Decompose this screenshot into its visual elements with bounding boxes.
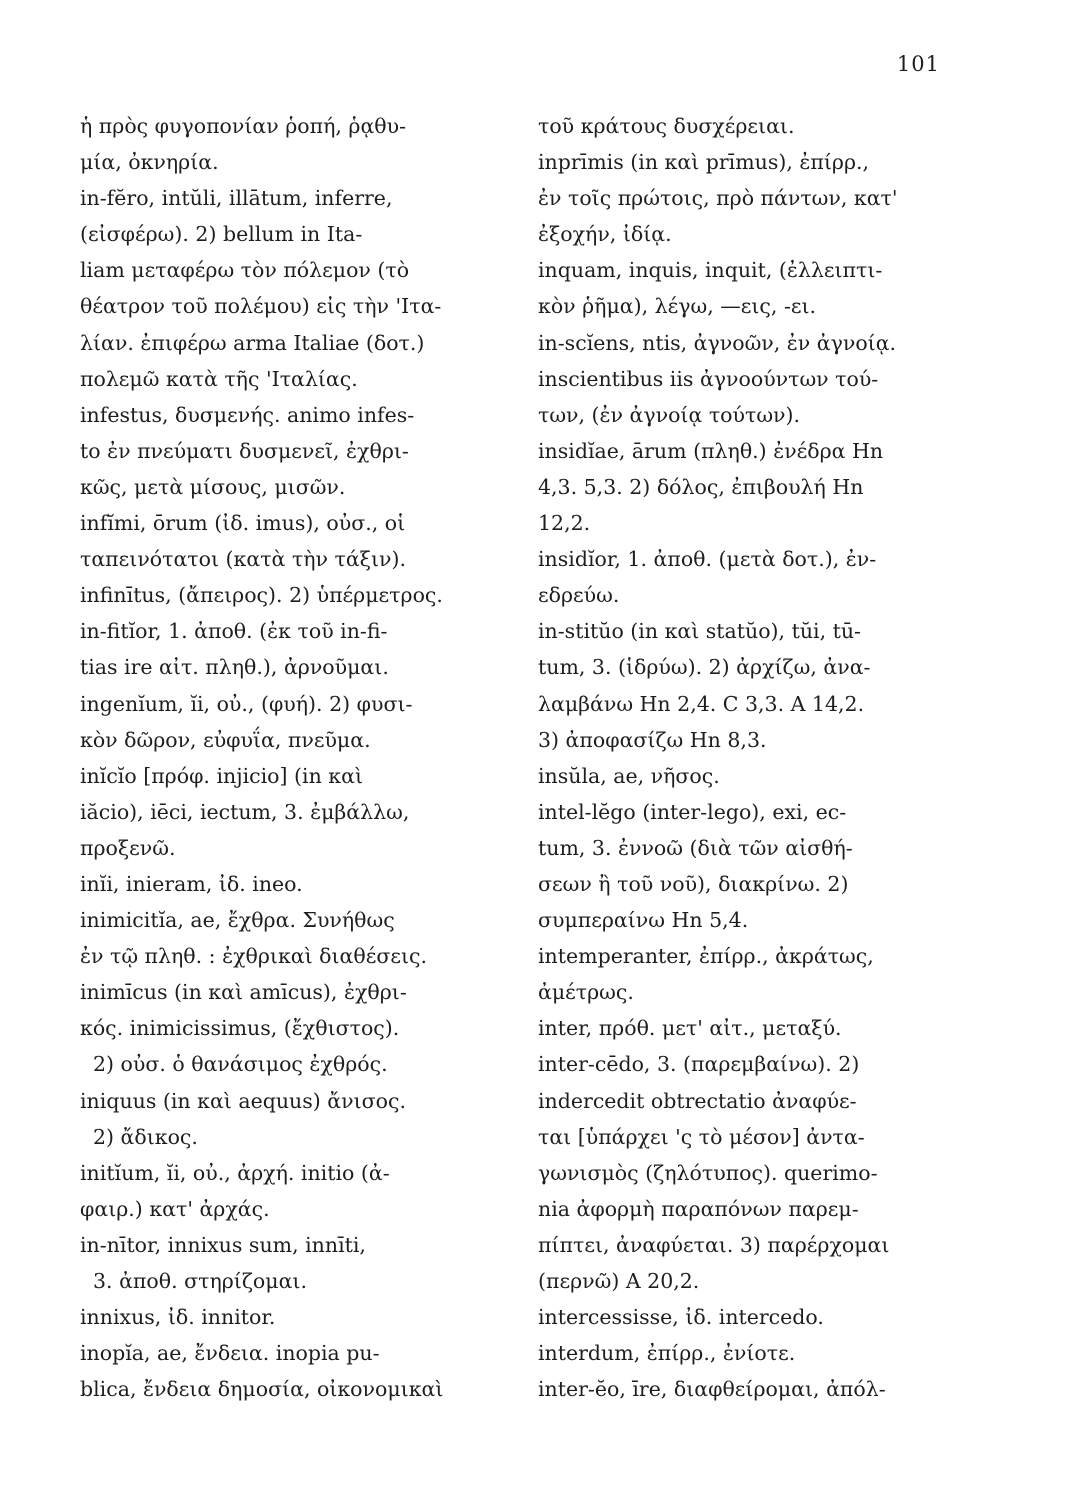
entry-line: σεων ἢ τοῦ νοῦ), διακρίνω. 2): [538, 871, 849, 896]
entry-line: inĭi, inieram, ἰδ. ineo.: [80, 871, 303, 896]
entry-line: κὸν ῥῆμα), λέγω, —εις, -ει.: [538, 294, 817, 319]
entry-line: των, (ἐν ἀγνοίᾳ τούτων).: [538, 402, 801, 427]
entry-line: προξενῶ.: [80, 835, 176, 860]
left-column: [80, 108, 515, 1407]
entry-line: inter, πρόθ. μετ' αἰτ., μεταξύ.: [538, 1016, 842, 1041]
entry-line: tias ire αἰτ. πληθ.), ἀρνοῦμαι.: [80, 655, 389, 680]
entry-line: ἡ πρὸς φυγοπονίαν ῥοπή, ῥᾳθυ-: [80, 114, 407, 138]
entry-line: 2) ἄδικος.: [93, 1124, 198, 1149]
entry-line: 2) οὐσ. ὁ θανάσιμος ἐχθρός.: [93, 1052, 388, 1077]
entry-line: inimīcus (in καὶ amīcus), ἐχθρι-: [80, 980, 407, 1005]
entry-line: ἐξοχήν, ἰδίᾳ.: [538, 222, 672, 247]
entry-line: κός. inimicissimus, (ἔχθιστος).: [80, 1016, 400, 1041]
entry-line: in-stitŭo (in καὶ statŭo), tŭi, tū-: [538, 619, 861, 644]
entry-line: intercessisse, ἰδ. intercedo.: [538, 1305, 824, 1330]
entry-line: in-scĭens, ntis, ἀγνοῶν, ἐν ἀγνοίᾳ.: [538, 330, 897, 355]
entry-line: in-fĕro, intŭli, illātum, inferre,: [80, 186, 393, 211]
entry-line: infĭmi, ōrum (ἰδ. imus), οὐσ., οἱ: [80, 511, 406, 536]
entry-line: inĭcĭo [πρόφ. injicio] (in καὶ: [80, 763, 363, 788]
entry-line: (περνῶ) A 20,2.: [538, 1269, 700, 1293]
entry-line: initĭum, ĭi, οὐ., ἀρχή. initio (ἀ-: [80, 1160, 390, 1185]
entry-line: κῶς, μετὰ μίσους, μισῶν.: [80, 474, 346, 499]
entry-line: θέατρον τοῦ πολέμου) εἰς τὴν 'Ιτα-: [80, 294, 442, 319]
entry-line: 3. ἀποθ. στηρίζομαι.: [93, 1269, 307, 1293]
entry-line: ἀμέτρως.: [538, 980, 634, 1005]
entry-line: innixus, ἰδ. innitor.: [80, 1305, 276, 1330]
entry-line: iniquus (in καὶ aequus) ἄνισος.: [80, 1088, 406, 1113]
entry-line: to ἐν πνεύματι δυσμενεῖ, ἐχθρι-: [80, 438, 409, 463]
entry-line: indercedit obtrectatio ἀναφύε-: [538, 1088, 857, 1113]
entry-line: ἐν τοῖς πρώτοις, πρὸ πάντων, κατ': [538, 186, 898, 211]
entry-line: πολεμῶ κατὰ τῆς 'Ιταλίας.: [80, 366, 358, 391]
entry-line: ἐν τῷ πληθ. : ἐχθρικαὶ διαθέσεις.: [80, 944, 427, 969]
entry-line: nia ἀφορμὴ παραπόνων παρεμ-: [538, 1196, 859, 1221]
entry-line: inter-cēdo, 3. (παρεμβαίνω). 2): [538, 1052, 860, 1077]
entry-line: ταπεινότατοι (κατὰ τὴν τάξιν).: [80, 547, 406, 572]
entry-line: interdum, ἐπίρρ., ἐνίοτε.: [538, 1341, 796, 1366]
entry-line: inquam, inquis, inquit, (ἐλλειπτι-: [538, 258, 883, 283]
entry-line: insidĭae, ārum (πληθ.) ἐνέδρα Hn: [538, 438, 884, 463]
entry-line: in-nītor, innixus sum, innīti,: [80, 1232, 366, 1257]
entry-line: tum, 3. (ἱδρύω). 2) ἀρχίζω, ἀνα-: [538, 655, 871, 680]
entry-line: πίπτει, ἀναφύεται. 3) παρέρχομαι: [538, 1232, 890, 1257]
entry-line: 12,2.: [538, 511, 591, 536]
entry-line: συμπεραίνω Hn 5,4.: [538, 908, 749, 933]
entry-line: infinītus, (ἄπειρος). 2) ὑπέρμετρος.: [80, 583, 443, 608]
entry-line: intel-lĕgo (inter-lego), exi, ec-: [538, 799, 847, 824]
entry-line: γωνισμὸς (ζηλότυπος). querimo-: [538, 1160, 878, 1185]
entry-line: infestus, δυσμενής. animo infes-: [80, 402, 415, 427]
entry-line: inimicitĭa, ae, ἔχθρα. Συνήθως: [80, 908, 395, 933]
entry-line: insŭla, ae, νῆσος.: [538, 763, 720, 788]
entry-line: 3) ἀποφασίζω Hn 8,3.: [538, 727, 767, 752]
entry-line: intemperanter, ἐπίρρ., ἀκράτως,: [538, 944, 874, 969]
right-column: [538, 108, 958, 1407]
entry-line: insidĭor, 1. ἀποθ. (μετὰ δοτ.), ἐν-: [538, 547, 877, 572]
page-number: 101: [896, 52, 940, 76]
entry-line: liam μεταφέρω τὸν πόλεμον (τὸ: [80, 258, 410, 283]
entry-line: εδρεύω.: [538, 583, 620, 608]
entry-line: inscientibus iis ἀγνοούντων τού-: [538, 366, 879, 391]
entry-line: 4,3. 5,3. 2) δόλος, ἐπιβουλή Hn: [538, 474, 864, 499]
entry-line: iăcio), iēci, iectum, 3. ἐμβάλλω,: [80, 799, 410, 824]
entry-line: λίαν. ἐπιφέρω arma Italiae (δοτ.): [80, 330, 425, 355]
entry-line: ται [ὑπάρχει 'ς τὸ μέσον] ἀντα-: [538, 1124, 865, 1149]
entry-line: inprīmis (in καὶ prīmus), ἐπίρρ.,: [538, 150, 870, 175]
entry-line: blica, ἔνδεια δημοσία, οἰκονομικαὶ: [80, 1377, 444, 1402]
entry-line: τοῦ κράτους δυσχέρειαι.: [538, 114, 795, 138]
entry-line: inopĭa, ae, ἔνδεια. inopia pu-: [80, 1341, 380, 1366]
entry-line: κὸν δῶρον, εὐφυΐα, πνεῦμα.: [80, 727, 371, 752]
entry-line: tum, 3. ἐννοῶ (διὰ τῶν αἰσθή-: [538, 835, 853, 860]
entry-line: inter-ĕo, īre, διαφθείρομαι, ἀπόλ-: [538, 1377, 886, 1402]
entry-line: in-fitĭor, 1. ἀποθ. (ἐκ τοῦ in-fi-: [80, 619, 388, 644]
entry-line: (εἰσφέρω). 2) bellum in Ita-: [80, 222, 363, 247]
entry-line: ingenĭum, ĭi, οὐ., (φυή). 2) φυσι-: [80, 691, 413, 716]
entry-line: φαιρ.) κατ' ἀρχάς.: [80, 1196, 270, 1221]
entry-line: λαμβάνω Hn 2,4. C 3,3. A 14,2.: [538, 691, 865, 716]
entry-line: μία, ὀκνηρία.: [80, 150, 219, 175]
